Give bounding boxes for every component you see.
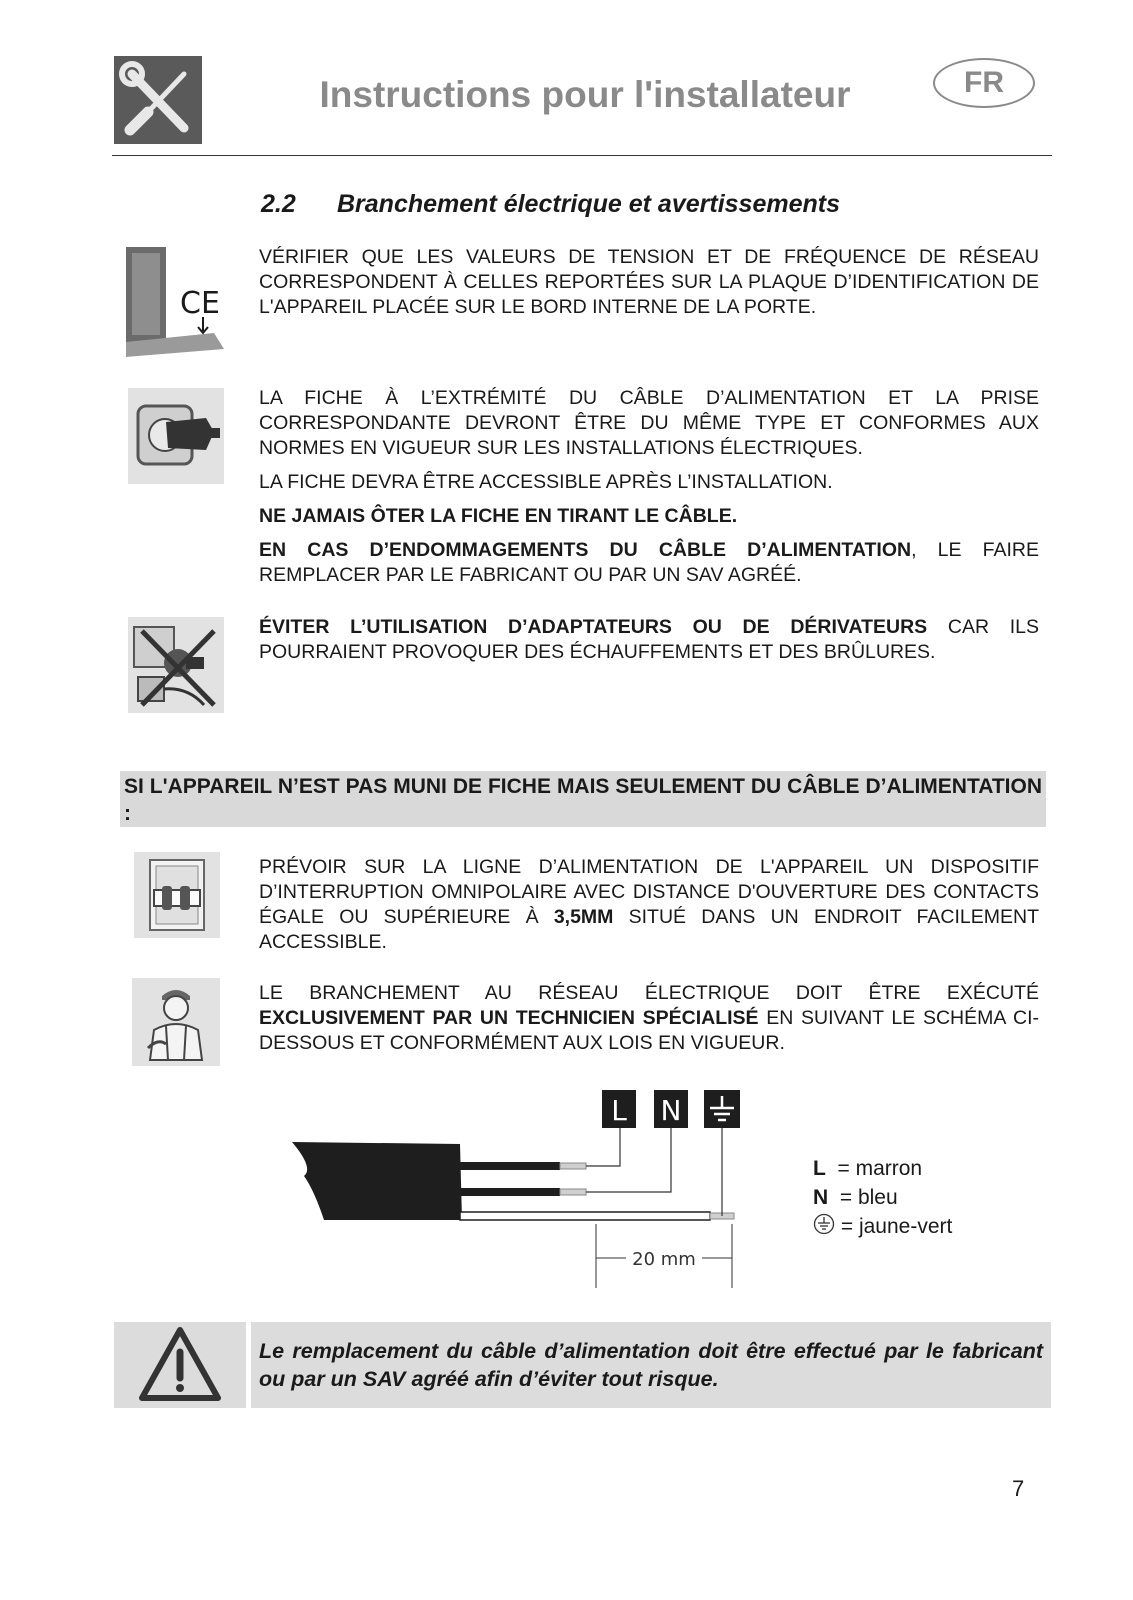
technician-illustration bbox=[132, 978, 220, 1066]
technician-text-b: EN SUIVANT LE SCHÉMA CI-DESSOUS ET CONFORMÉMENT AUX LOIS EN VIGUEUR. bbox=[259, 1007, 1039, 1054]
wire-earth bbox=[460, 1212, 710, 1220]
page-header-title: Instructions pour l'installateur bbox=[319, 74, 851, 115]
wire-n bbox=[460, 1188, 560, 1196]
page-number: 7 bbox=[1012, 1476, 1025, 1501]
wiring-diagram bbox=[280, 1090, 800, 1302]
circuit-breaker-icon bbox=[134, 852, 220, 938]
cable-damage-rest: , LE FAIRE REMPLACER PAR LE FABRICANT OU PAR UN SAV AGRÉÉ. bbox=[259, 539, 1040, 586]
section-title bbox=[261, 190, 840, 219]
wire-l bbox=[460, 1162, 560, 1170]
language-badge: FR bbox=[933, 58, 1035, 108]
warning-text: Le remplacement du câble d’alimentation doit être effectué par le fabricant ou par un SAV agréé afin d’éviter tout risque. bbox=[259, 1339, 1043, 1391]
legend-item-earth: = jaune-vert bbox=[813, 1212, 952, 1241]
header-divider bbox=[112, 155, 1052, 156]
earth-icon bbox=[813, 1213, 835, 1235]
omnipolar-text-a: PRÉVOIR SUR LA LIGNE D’ALIMENTATION DE L'APPAREIL UN DISPOSITIF D’INTERRUPTION OMNIPOLAIRE AVEC DISTANCE D'OUVERTURE DES CONTACTS ÉGALE OU SUPÉRIEURE À bbox=[259, 856, 1039, 928]
no-plug-band-text: SI L'APPAREIL N’EST PAS MUNI DE FICHE MAIS SEULEMENT DU CÂBLE D’ALIMENTATION : bbox=[124, 775, 1042, 825]
technician-text-a: LE BRANCHEMENT AU RÉSEAU ÉLECTRIQUE DOIT ÊTRE EXÉCUTÉ bbox=[259, 982, 1039, 1004]
avoid-adapters-emphasis: ÉVITER L’UTILISATION D’ADAPTATEURS OU DE DÉRIVATEURS bbox=[259, 616, 928, 638]
paragraph-plug-accessible: LA FICHE DEVRA ÊTRE ACCESSIBLE APRÈS L’INSTALLATION. bbox=[259, 471, 833, 493]
paragraph-voltage-check: VÉRIFIER QUE LES VALEURS DE TENSION ET DE FRÉQUENCE DE RÉSEAU CORRESPONDENT À CELLES REPORTÉES SUR LA PLAQUE D’IDENTIFICATION DE L'APPAREIL PLACÉE SUR LE BORD INTERNE DE LA PORTE. bbox=[259, 246, 1039, 318]
paragraph-avoid-adapters bbox=[259, 615, 1039, 665]
paragraph-omnipolar-switch bbox=[259, 855, 1039, 955]
section-heading: Branchement électrique et avertissements bbox=[337, 190, 840, 218]
omnipolar-emphasis: 3,5MM bbox=[553, 906, 614, 928]
no-adapter-illustration bbox=[128, 617, 224, 713]
paragraph-cable-damage bbox=[259, 538, 1039, 588]
dimension-label: 20 mm bbox=[632, 1249, 696, 1270]
svg-text:CE: CE bbox=[180, 286, 220, 321]
section-number: 2.2 bbox=[261, 190, 296, 218]
ce-mark-icon bbox=[126, 247, 224, 359]
avoid-adapters-rest: CAR ILS POURRAIENT PROVOQUER DES ÉCHAUFFEMENTS ET DES BRÛLURES. bbox=[259, 616, 1040, 663]
technician-emphasis: EXCLUSIVEMENT PAR UN TECHNICIEN SPÉCIALISÉ bbox=[259, 1007, 759, 1029]
paragraph-technician bbox=[259, 981, 1039, 1056]
ce-plate-illustration bbox=[126, 247, 224, 359]
cable-sheath bbox=[292, 1142, 462, 1220]
terminal-n-label: N bbox=[660, 1094, 682, 1127]
technician-icon bbox=[132, 978, 220, 1066]
plug-socket-icon bbox=[128, 388, 224, 484]
warning-triangle-icon bbox=[114, 1322, 246, 1408]
terminal-l-label: L bbox=[611, 1094, 627, 1127]
wire-legend bbox=[813, 1154, 952, 1241]
paragraph-plug-type: LA FICHE À L’EXTRÉMITÉ DU CÂBLE D’ALIMENTATION ET LA PRISE CORRESPONDANTE DEVRONT ÊTRE DU MÊME TYPE ET CONFORMES AUX NORMES EN VIGUEUR SUR LES INSTALLATIONS ÉLECTRIQUES. bbox=[259, 387, 1039, 459]
wrench-screwdriver-icon bbox=[114, 56, 202, 144]
switch-illustration bbox=[134, 852, 220, 938]
legend-item-l: L = marron bbox=[813, 1157, 923, 1180]
no-adapter-icon bbox=[128, 617, 224, 713]
legend-item-n: N = bleu bbox=[813, 1186, 898, 1209]
plug-illustration bbox=[128, 388, 224, 484]
cable-damage-emphasis: EN CAS D’ENDOMMAGEMENTS DU CÂBLE D’ALIMENTATION bbox=[259, 539, 912, 561]
paragraph-never-pull-cable: NE JAMAIS ÔTER LA FICHE EN TIRANT LE CÂBLE. bbox=[259, 505, 738, 527]
warning-icon-cell bbox=[114, 1322, 246, 1408]
cable-wiring-svg bbox=[280, 1090, 800, 1302]
header-logo bbox=[114, 56, 202, 144]
omnipolar-text-b: SITUÉ DANS UN ENDROIT FACILEMENT ACCESSIBLE. bbox=[259, 906, 1039, 953]
